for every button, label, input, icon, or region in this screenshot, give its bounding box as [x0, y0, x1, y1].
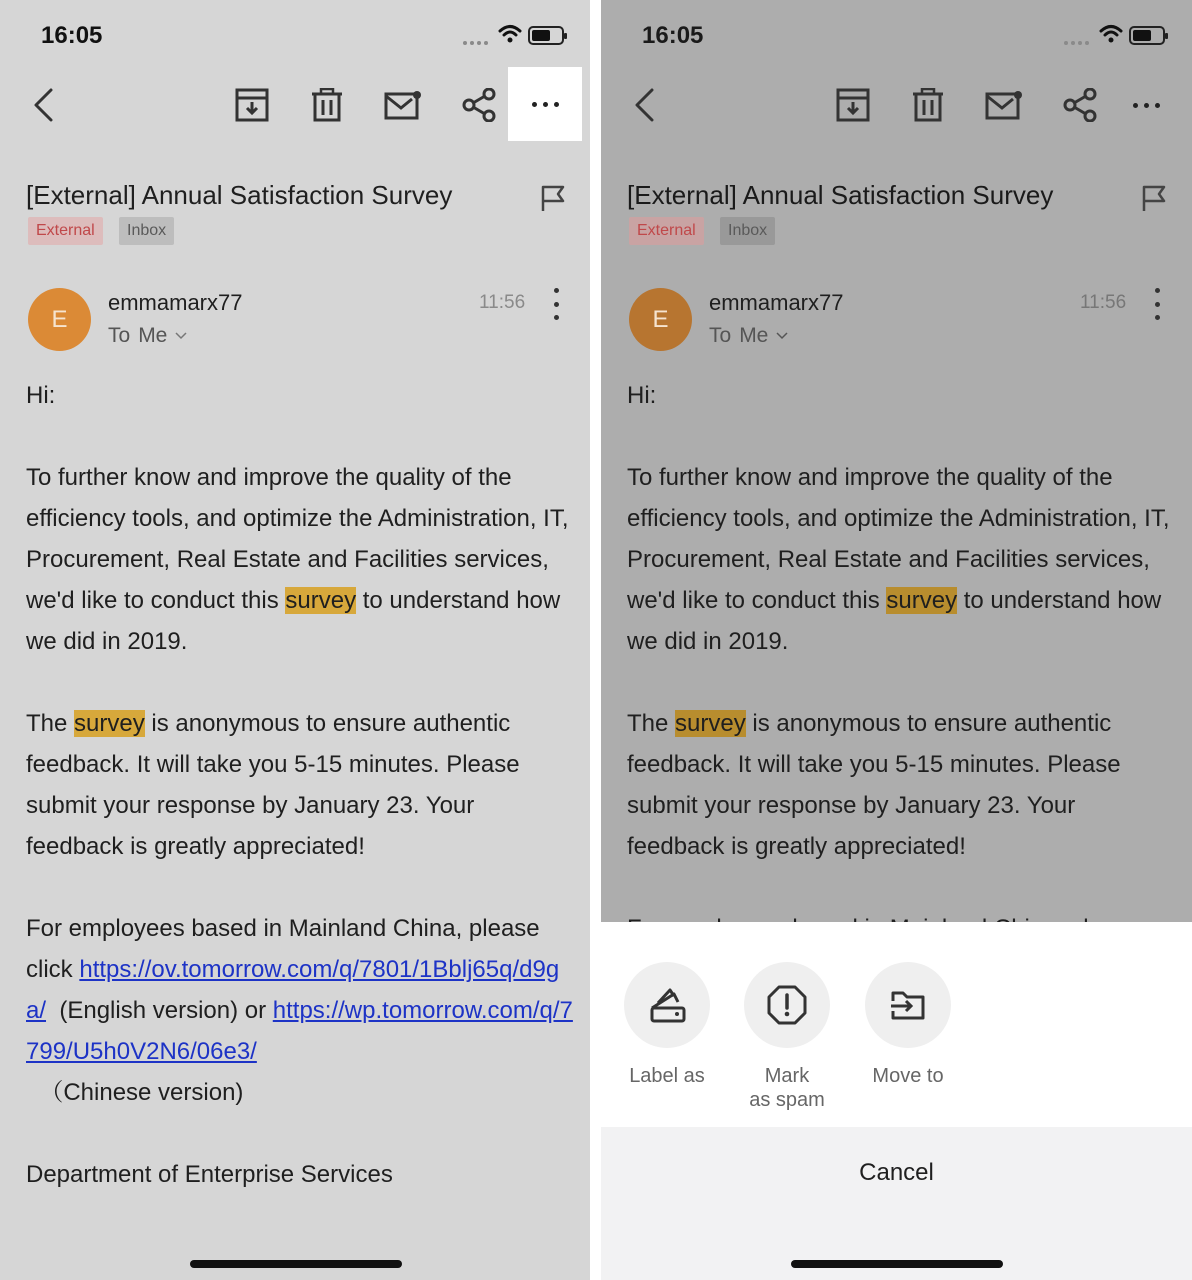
archive-icon: [235, 88, 269, 122]
to-label: To: [108, 324, 131, 347]
back-button[interactable]: [609, 70, 679, 140]
inbox-tag[interactable]: Inbox: [720, 217, 775, 245]
archive-button[interactable]: [818, 70, 888, 140]
status-time: 16:05: [642, 22, 704, 49]
delete-icon: [911, 88, 945, 122]
more-button[interactable]: [508, 67, 582, 141]
delete-button[interactable]: [893, 70, 963, 140]
archive-icon: [836, 88, 870, 122]
battery-icon: [528, 26, 564, 45]
archive-button[interactable]: [217, 70, 287, 140]
mark-unread-icon: [985, 90, 1023, 120]
email-subject: [External] Annual Satisfaction Survey: [26, 180, 453, 210]
external-tag: External: [629, 217, 704, 245]
avatar[interactable]: E: [629, 288, 692, 351]
battery-icon: [1129, 26, 1165, 45]
to-label: To: [709, 324, 732, 347]
message-options-button[interactable]: [1147, 288, 1167, 320]
back-icon: [632, 87, 656, 123]
home-indicator[interactable]: [791, 1260, 1003, 1268]
wifi-icon: [498, 24, 522, 44]
email-subject: [External] Annual Satisfaction Survey: [627, 180, 1054, 210]
inbox-tag[interactable]: Inbox: [119, 217, 174, 245]
survey-link-chinese[interactable]: https://wp.tomorrow.com/q/7799/U5h0V2N6/06e3/: [26, 997, 573, 1065]
delete-button[interactable]: [292, 70, 362, 140]
signal-icon: [1064, 41, 1091, 45]
delete-icon: [310, 88, 344, 122]
move-to-icon: [889, 989, 927, 1021]
share-icon: [1063, 88, 1097, 122]
search-highlight: survey: [285, 587, 357, 614]
body-paragraph: To further know and improve the quality of the efficiency tools, and optimize the Administration, IT, Procurement, Real Estate and Facilities services, we'd like to conduct this survey to understand how we did in 2019.: [26, 464, 569, 655]
sender-name[interactable]: emmamarx77: [108, 290, 243, 315]
avatar[interactable]: E: [28, 288, 91, 351]
chevron-down-icon: [175, 332, 187, 340]
more-button[interactable]: [1111, 70, 1181, 140]
message-options-button[interactable]: [546, 288, 566, 320]
signal-icon: [463, 41, 490, 45]
mark-as-spam-action[interactable]: [732, 962, 842, 1112]
body-paragraph: The survey is anonymous to ensure authentic feedback. It will take you 5-15 minutes. Please submit your response by January 23. Your feedback is greatly appreciated!: [26, 710, 520, 860]
email-time: 11:56: [1080, 292, 1127, 313]
more-icon: [1133, 103, 1160, 108]
signature: Department of Enterprise Services: [26, 1161, 393, 1188]
cancel-button[interactable]: Cancel: [859, 1159, 934, 1186]
to-value: Me: [739, 324, 769, 347]
move-to-label: Move to: [872, 1065, 944, 1087]
search-highlight: survey: [886, 587, 958, 614]
body-paragraph: The survey is anonymous to ensure authentic feedback. It will take you 5-15 minutes. Please submit your response by January 23. Your feedback is greatly appreciated!: [627, 710, 1121, 860]
share-button[interactable]: [1045, 70, 1115, 140]
external-tag: External: [28, 217, 103, 245]
wifi-icon: [1099, 24, 1123, 44]
mark-unread-button[interactable]: [969, 70, 1039, 140]
recipient-line[interactable]: [709, 324, 788, 348]
email-body: [26, 375, 578, 1236]
sender-name[interactable]: emmamarx77: [709, 290, 844, 315]
flag-icon[interactable]: [1141, 184, 1167, 212]
home-indicator[interactable]: [190, 1260, 402, 1268]
screen-divider: [590, 0, 601, 1280]
recipient-line[interactable]: [108, 324, 187, 348]
mark-as-spam-label: Mark as spam: [749, 1065, 825, 1111]
cancel-area: [601, 1127, 1192, 1280]
greeting: Hi:: [26, 382, 56, 409]
body-paragraph: For employees based in Mainland China, please click https://ov.tomorrow.com/q/7801/1Bblj65q/d9ga/ (English version) or https://wp.tomorrow.com/q/7799/U5h0V2N6/06e3/ （Chinese version): [26, 915, 573, 1106]
status-time: 16:05: [41, 22, 103, 49]
share-button[interactable]: [444, 70, 514, 140]
to-value: Me: [138, 324, 168, 347]
label-icon: [648, 986, 686, 1024]
body-paragraph: To further know and improve the quality of the efficiency tools, and optimize the Administration, IT, Procurement, Real Estate and Facilities services, we'd like to conduct this survey to understand how we did in 2019.: [627, 464, 1170, 655]
greeting: Hi:: [627, 382, 657, 409]
search-highlight: survey: [74, 710, 145, 737]
move-to-action[interactable]: [853, 962, 963, 1088]
mark-unread-icon: [384, 90, 422, 120]
share-icon: [462, 88, 496, 122]
survey-link-english[interactable]: https://ov.tomorrow.com/q/7801/1Bblj65q/d9ga/: [26, 956, 560, 1024]
email-detail-with-action-sheet: [601, 0, 1192, 1280]
spam-icon: [767, 985, 807, 1025]
back-icon: [31, 87, 55, 123]
back-button[interactable]: [8, 70, 78, 140]
mark-unread-button[interactable]: [368, 70, 438, 140]
email-time: 11:56: [479, 292, 526, 313]
flag-icon[interactable]: [540, 184, 566, 212]
chevron-down-icon: [776, 332, 788, 340]
search-highlight: survey: [675, 710, 746, 737]
more-icon: [532, 102, 559, 107]
label-as-action[interactable]: [612, 962, 722, 1088]
email-detail-screen: [0, 0, 590, 1280]
label-as-label: Label as: [629, 1065, 705, 1087]
action-sheet: [601, 922, 1192, 1280]
